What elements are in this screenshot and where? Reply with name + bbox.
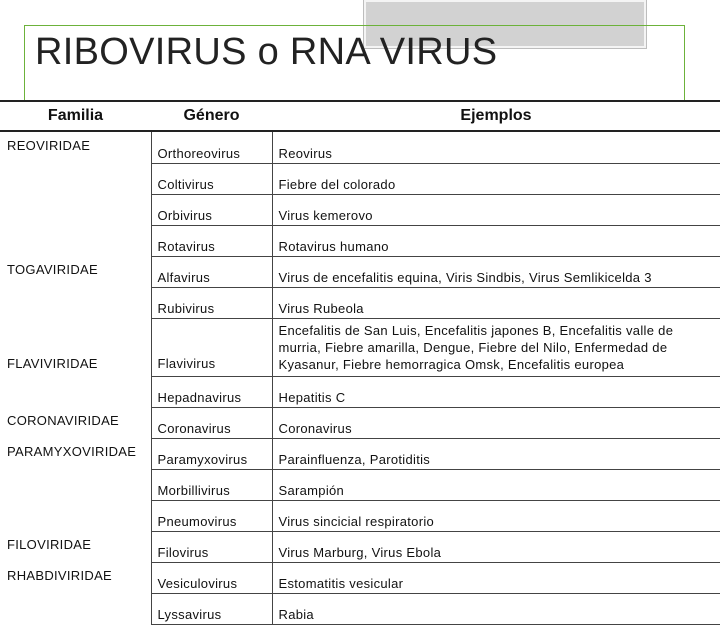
familia-cell: RHABDIVIRIDAE bbox=[7, 568, 113, 583]
ejemplos-cell: Virus Rubeola bbox=[272, 287, 720, 318]
slide-title: RIBOVIRUS o RNA VIRUS bbox=[35, 31, 498, 73]
genero-cell: Morbillivirus bbox=[151, 469, 272, 500]
virus-table bbox=[0, 100, 720, 625]
genero-cell: Vesiculovirus bbox=[151, 562, 272, 593]
familia-cell bbox=[0, 469, 151, 500]
genero-cell: Hepadnavirus bbox=[151, 376, 272, 407]
table-row bbox=[0, 469, 720, 500]
familia-cell bbox=[0, 500, 151, 531]
familia-cell: TOGAVIRIDAE bbox=[7, 262, 98, 277]
familia-cell: FILOVIRIDAE bbox=[7, 537, 92, 552]
ejemplos-cell: Fiebre del colorado bbox=[272, 163, 720, 194]
table-row bbox=[0, 256, 720, 287]
table-row bbox=[0, 131, 720, 163]
genero-cell: Pneumovirus bbox=[151, 500, 272, 531]
table-row bbox=[0, 593, 720, 624]
table-row bbox=[0, 438, 720, 469]
familia-cell: REOVIRIDAE bbox=[7, 138, 91, 153]
table-row bbox=[0, 194, 720, 225]
ejemplos-cell: Reovirus bbox=[272, 131, 720, 163]
familia-cell bbox=[0, 194, 151, 225]
ejemplos-cell: Rabia bbox=[272, 593, 720, 624]
ejemplos-cell: Hepatitis C bbox=[272, 376, 720, 407]
virus-table-container bbox=[0, 100, 720, 625]
ejemplos-cell: Sarampión bbox=[272, 469, 720, 500]
header-familia: Familia bbox=[0, 101, 151, 131]
familia-cell bbox=[0, 287, 151, 318]
table-row bbox=[0, 562, 720, 593]
table-row bbox=[0, 287, 720, 318]
ejemplos-cell: Virus sincicial respiratorio bbox=[272, 500, 720, 531]
table-row bbox=[0, 407, 720, 438]
familia-cell bbox=[0, 593, 151, 624]
ejemplos-cell: Encefalitis de San Luis, Encefalitis japones B, Encefalitis valle de murria, Fiebre amarilla, Dengue, Fiebre del Nilo, Enfermedad de Kyasanur, Fiebre hemorragica Omsk, Encefalitis europea bbox=[272, 318, 720, 376]
familia-cell bbox=[0, 376, 151, 407]
genero-cell: Rotavirus bbox=[151, 225, 272, 256]
ejemplos-cell: Parainfluenza, Parotiditis bbox=[272, 438, 720, 469]
ejemplos-cell: Virus Marburg, Virus Ebola bbox=[272, 531, 720, 562]
genero-cell: Filovirus bbox=[151, 531, 272, 562]
table-header-row bbox=[0, 101, 720, 131]
familia-cell: FLAVIVIRIDAE bbox=[7, 356, 98, 371]
genero-cell: Coltivirus bbox=[151, 163, 272, 194]
genero-cell: Orthoreovirus bbox=[151, 131, 272, 163]
table-row bbox=[0, 318, 720, 376]
ejemplos-cell: Virus de encefalitis equina, Viris Sindbis, Virus Semlikicelda 3 bbox=[272, 256, 720, 287]
genero-cell: Alfavirus bbox=[151, 256, 272, 287]
table-row bbox=[0, 163, 720, 194]
genero-cell: Orbivirus bbox=[151, 194, 272, 225]
familia-cell bbox=[0, 225, 151, 256]
familia-cell bbox=[0, 163, 151, 194]
table-row bbox=[0, 531, 720, 562]
table-row bbox=[0, 500, 720, 531]
ejemplos-cell: Virus kemerovo bbox=[272, 194, 720, 225]
table-row bbox=[0, 225, 720, 256]
table-row bbox=[0, 376, 720, 407]
ejemplos-cell: Rotavirus humano bbox=[272, 225, 720, 256]
genero-cell: Rubivirus bbox=[151, 287, 272, 318]
ejemplos-cell: Coronavirus bbox=[272, 407, 720, 438]
header-genero: Género bbox=[151, 101, 272, 131]
ejemplos-cell: Estomatitis vesicular bbox=[272, 562, 720, 593]
genero-cell: Paramyxovirus bbox=[151, 438, 272, 469]
genero-cell: Lyssavirus bbox=[151, 593, 272, 624]
header-ejemplos: Ejemplos bbox=[272, 101, 720, 131]
genero-cell: Flavivirus bbox=[151, 318, 272, 376]
familia-cell: CORONAVIRIDAE bbox=[7, 413, 120, 428]
genero-cell: Coronavirus bbox=[151, 407, 272, 438]
familia-cell: PARAMYXOVIRIDAE bbox=[7, 444, 137, 459]
